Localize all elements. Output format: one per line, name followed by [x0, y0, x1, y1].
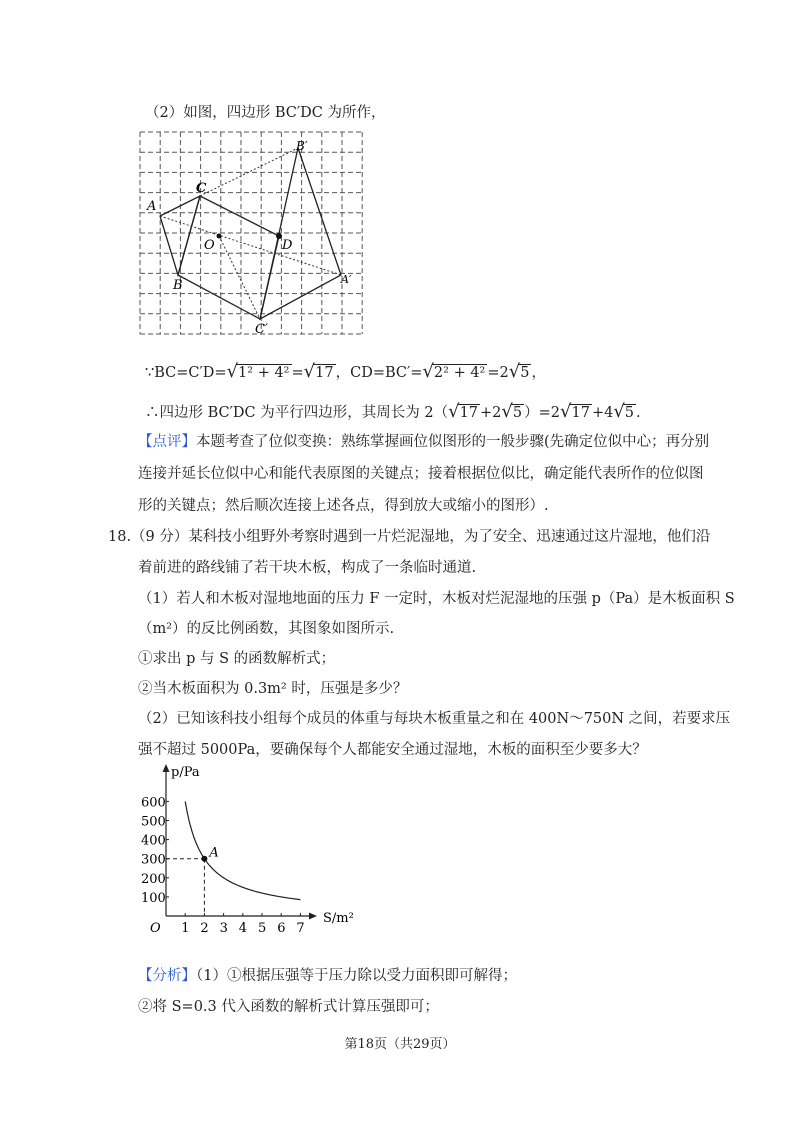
pressure-area-chart [140, 760, 370, 940]
label-Bp: B′ [296, 139, 308, 153]
x-tick-label: 5 [258, 921, 267, 936]
analysis-line1: 【分析】（1）①根据压强等于压力除以受力面积即可解得； [138, 968, 517, 984]
y-tick-label: 400 [141, 833, 166, 849]
x-axis-arrow [309, 913, 317, 920]
x-tick-label: 3 [219, 921, 228, 936]
label-Ap: A′ [341, 273, 352, 286]
label-Cp: C′ [255, 322, 268, 337]
q18-line2: 着前进的路线铺了若干块木板，构成了一条临时通道. [138, 560, 477, 576]
label-A: A [147, 199, 157, 214]
comment-line2: 连接并延长位似中心和能代表原图的关键点；接着根据位似比，确定能代表所作的位似图 [138, 466, 704, 482]
label-O: O [204, 238, 215, 253]
y-tick-label: 300 [141, 852, 166, 868]
q18-line3: （1）若人和木板对湿地地面的压力 F 一定时，木板对烂泥湿地的压强 p（Pa）是木板面积 S [138, 591, 735, 607]
point-a-label: A [209, 845, 219, 861]
y-axis-label: p/Pa [171, 765, 200, 780]
y-tick-label: 200 [141, 871, 166, 887]
q18-line5: ①求出 p 与 S 的函数解析式； [138, 651, 336, 667]
x-axis-label: S/m² [322, 911, 354, 926]
x-tick-label: 6 [277, 921, 286, 936]
comment-line1: 【点评】本题考查了位似变换：熟练掌握画位似图形的一般步骤(先确定位似中心；再分别 [138, 434, 710, 450]
y-tick-label: 600 [141, 795, 166, 811]
q18-line7: （2）已知该科技小组每个成员的体重与每块木板重量之和在 400N～750N 之间，若要求压 [138, 711, 731, 727]
q18-line4: （m²）的反比例函数，其图象如图所示. [138, 621, 395, 637]
label-D: D [282, 238, 293, 253]
origin-label: O [150, 921, 161, 936]
point-a [201, 856, 207, 862]
q18-line1: 18.（9 分）某科技小组野外考察时遇到一片烂泥湿地，为了安全、迅速通过这片湿地，他们沿 [108, 529, 711, 545]
y-axis-arrow [163, 764, 170, 772]
x-tick-label: 7 [296, 921, 305, 936]
sides-equation: ∵BC=C′D=√1² + 4² =√17 ，CD=BC′=√2² + 4² =2√5 ， [145, 361, 546, 382]
q18-line6: ②当木板面积为 0.3m² 时，压强是多少？ [138, 681, 408, 697]
label-C: C [196, 181, 207, 196]
y-tick-label: 100 [141, 890, 166, 906]
analysis-line2: ②将 S=0.3 代入函数的解析式计算压强即可； [138, 999, 439, 1015]
x-tick-label: 4 [238, 921, 248, 936]
grid-figure [138, 128, 370, 340]
y-tick-label: 500 [141, 814, 166, 830]
x-tick-label: 2 [200, 921, 209, 936]
inverse-curve [185, 801, 300, 899]
perimeter-conclusion: ∴四边形 BC′DC 为平行四边形，其周长为 2（√17 +2√5 ）=2√17 +4√5 . [145, 401, 641, 422]
page-footer: 第18页（共29页） [344, 1037, 456, 1052]
label-B: B [173, 278, 183, 293]
part2-intro: （2）如图，四边形 BC′DC 为所作， [145, 105, 386, 121]
comment-line3: 形的关键点；然后顺次连接上述各点，得到放大或缩小的图形）. [138, 498, 549, 514]
q18-line8: 强不超过 5000Pa，要确保每个人都能安全通过湿地，木板的面积至少要多大？ [138, 742, 647, 758]
x-tick-label: 1 [181, 921, 190, 936]
